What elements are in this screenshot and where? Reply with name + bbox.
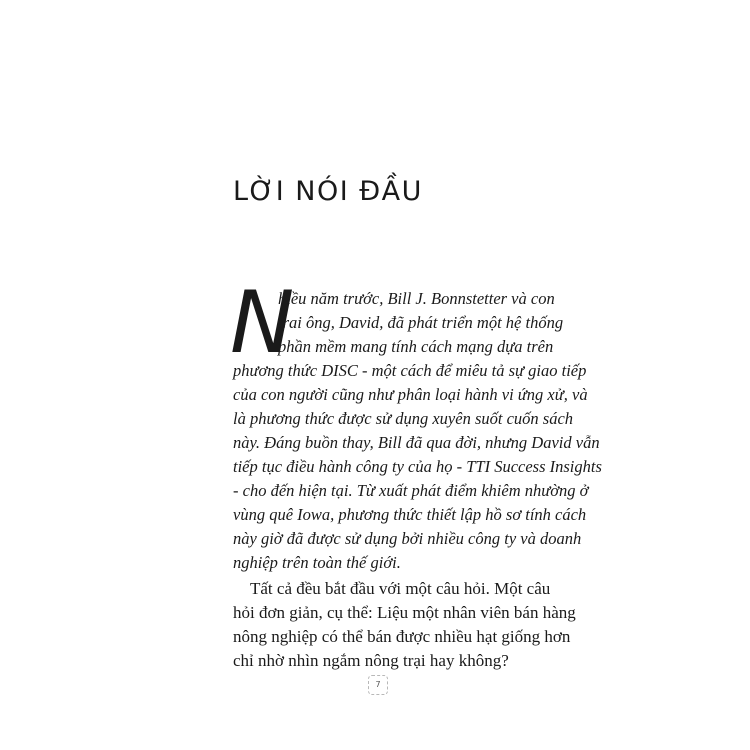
paragraph1-line: của con người cũng như phân loại hành vi ứng xử, và [233,385,588,404]
paragraph1-line: phần mềm mang tính cách mạng dựa trên [278,337,554,356]
paragraph1-line: này giờ đã được sử dụng bởi nhiều công ty và doanh [233,529,582,548]
paragraph2-line: hỏi đơn giản, cụ thể: Liệu một nhân viên bán hàng [233,603,576,622]
paragraph2-line: nông nghiệp có thể bán được nhiều hạt giống hơn [233,627,571,646]
paragraph2-line: Tất cả đều bắt đầu với một câu hỏi. Một câu [250,579,551,598]
paragraph1-line: phương thức DISC - một cách để miêu tả sự giao tiếp [233,361,587,380]
paragraph1-line: tiếp tục điều hành công ty của họ - TTI Success Insights [233,457,602,476]
paragraph1-line: là phương thức được sử dụng xuyên suốt cuốn sách [233,409,574,428]
paragraph1-line: - cho đến hiện tại. Từ xuất phát điểm khiêm nhường ở [233,481,589,500]
paragraph1-line: hiều năm trước, Bill J. Bonnstetter và con [278,289,555,308]
drop-cap-letter: N [230,273,295,373]
paragraph1-line: nghiệp trên toàn thế giới. [233,553,401,572]
paragraph1-line: vùng quê Iowa, phương thức thiết lập hồ sơ tính cách [233,505,587,524]
paragraph2-line: chỉ nhờ nhìn ngắm nông trại hay không? [233,651,509,670]
paragraph1-line: này. Đáng buồn thay, Bill đã qua đời, nhưng David vẫn [233,433,600,452]
page-number: 7 [368,675,388,695]
chapter-title: LỜI NÓI ĐẦU [233,176,423,207]
paragraph1-line: trai ông, David, đã phát triển một hệ thống [278,313,564,332]
